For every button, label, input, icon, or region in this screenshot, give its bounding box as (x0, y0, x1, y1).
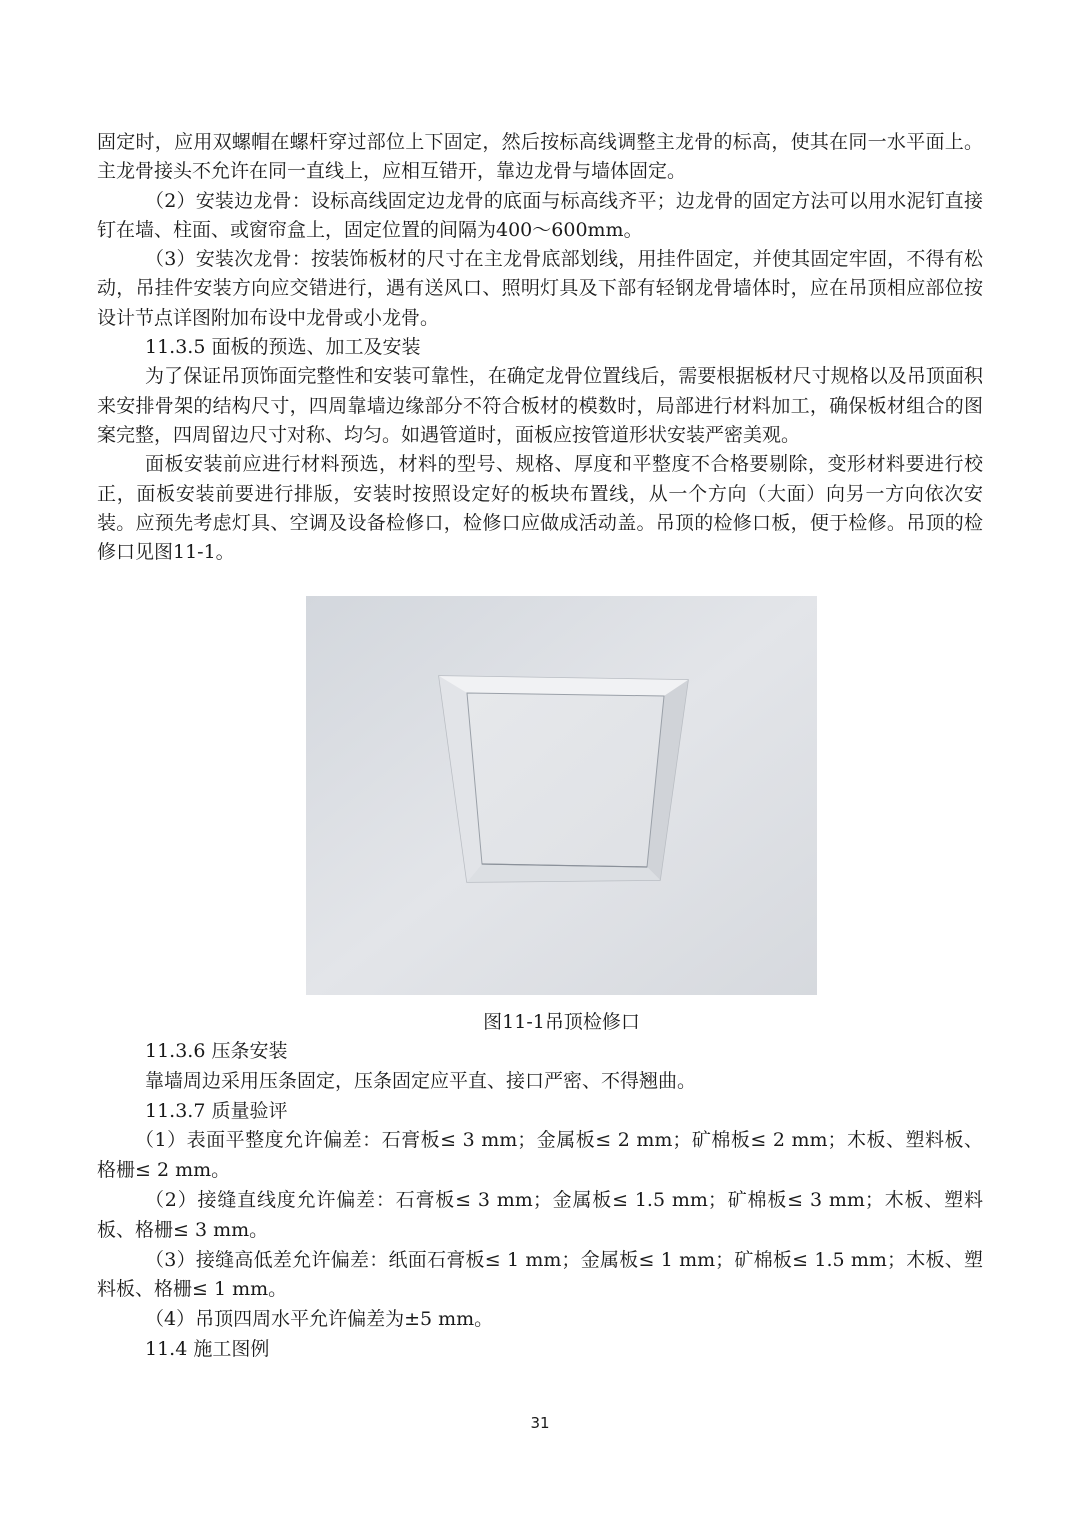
section-heading-11-3-6: 11.3.6 压条安装 (145, 1040, 288, 1062)
paragraph-main-keel-fixing: 固定时，应用双螺帽在螺杆穿过部位上下固定，然后按标高线调整主龙骨的标高，使其在同一水平面上。主龙骨接头不允许在同一直线上，应相互错开，靠边龙骨与墙体固定。 (97, 131, 983, 183)
paragraph-secondary-keel: （3）安装次龙骨：按装饰板材的尺寸在主龙骨底部划线，用挂件固定，并使其固定牢固，不得有松动，吊挂件安装方向应交错进行，遇有送风口、照明灯具及下部有轻钢龙骨墙体时，应在吊顶相应部位按设计节点详图附加布设中龙骨或小龙骨。 (97, 248, 983, 329)
quality-item-joint-height-difference: （3）接缝高低差允许偏差：纸面石膏板≤ 1 mm；金属板≤ 1 mm；矿棉板≤ 1.5 mm；木板、塑料板、格栅≤ 1 mm。 (97, 1248, 983, 1301)
body-text-top (97, 128, 983, 567)
page-number: 31 (530, 1414, 550, 1432)
section-heading-11-3-7: 11.3.7 质量验评 (145, 1099, 288, 1122)
quality-item-joint-straightness: （2）接缝直线度允许偏差：石膏板≤ 3 mm；金属板≤ 1.5 mm；矿棉板≤ 3 mm；木板、塑料板、格栅≤ 3 mm。 (97, 1188, 983, 1241)
access-hatch-illustration (306, 596, 817, 995)
paragraph-panel-preselection: 面板安装前应进行材料预选，材料的型号、规格、厚度和平整度不合格要剔除，变形材料要进行校正，面板安装前要进行排版，安装时按照设定好的板块布置线，从一个方向（大面）向另一方向依次安装。应预先考虑灯具、空调及设备检修口，检修口应做成活动盖。吊顶的检修口板，便于检修。吊顶的检修口见图11-1。 (97, 453, 983, 564)
ceiling-access-hatch-photo (306, 596, 817, 995)
paragraph-batten-install: 靠墙周边采用压条固定，压条固定应平直、接口严密、不得翘曲。 (145, 1069, 697, 1092)
paragraph-edge-keel: （2）安装边龙骨：设标高线固定边龙骨的底面与标高线齐平；边龙骨的固定方法可以用水泥钉直接钉在墙、柱面、或窗帘盒上，固定位置的间隔为400～600mm。 (97, 189, 983, 241)
quality-item-flatness: （1）表面平整度允许偏差：石膏板≤ 3 mm；金属板≤ 2 mm；矿棉板≤ 2 mm；木板、塑料板、格栅≤ 2 mm。 (97, 1129, 983, 1182)
section-heading-11-4: 11.4 施工图例 (145, 1337, 270, 1360)
quality-item-level-deviation: （4）吊顶四周水平允许偏差为±5 mm。 (145, 1308, 494, 1331)
body-text-bottom (97, 1037, 983, 1365)
paragraph-panel-layout: 为了保证吊顶饰面完整性和安装可靠性，在确定龙骨位置线后，需要根据板材尺寸规格以及吊顶面积来安排骨架的结构尺寸，四周靠墙边缘部分不符合板材的模数时，局部进行材料加工，确保板材组合的图案完整，四周留边尺寸对称、均匀。如遇管道时，面板应按管道形状安装严密美观。 (97, 365, 983, 446)
section-heading-11-3-5: 11.3.5 面板的预选、加工及安装 (145, 336, 421, 359)
figure-caption: 图11-1吊顶检修口 (483, 1011, 640, 1033)
